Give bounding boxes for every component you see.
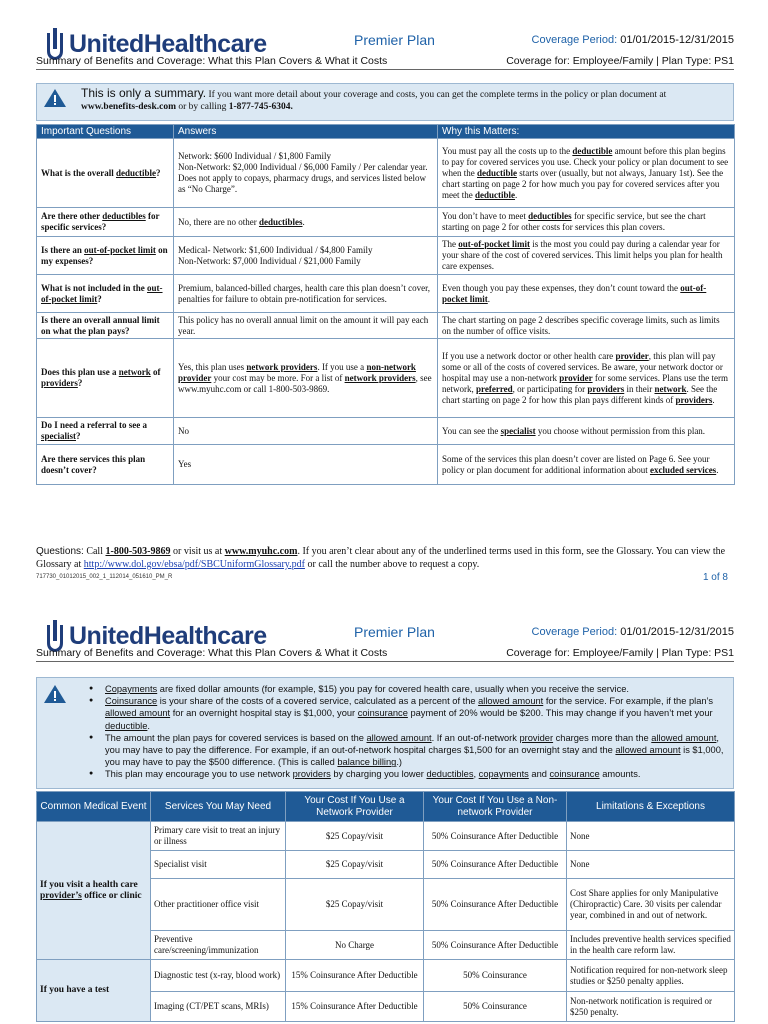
table-row: [37, 237, 735, 275]
why-cell: The out-of-pocket limit is the most you could pay during a calendar year for your share of the cost of covered services. This limit helps you plan for health care expenses.: [438, 237, 735, 275]
document-code: 717730_01012015_002_1_112014_051610_PM_R: [36, 574, 173, 580]
table-row: [37, 208, 735, 237]
coverage-period-value: 01/01/2015-12/31/2015: [620, 34, 734, 46]
footer-text-a: . If you aren’t clear about any of the underlined terms used in this form, see the Glossary. You can view the Glossary at: [36, 546, 726, 570]
network-cost-cell: 15% Coinsurance After Deductible: [286, 960, 424, 992]
network-cost-cell: $25 Copay/visit: [286, 851, 424, 879]
summary-phone: 1-877-745-6304.: [228, 102, 293, 112]
footer-phone: 1-800-503-9869: [105, 546, 171, 557]
service-cell: Imaging (CT/PET scans, MRIs): [151, 992, 286, 1022]
cost-terms-notice: [36, 677, 734, 789]
table-row: [37, 418, 735, 445]
list-item: ● The amount the plan pays for covered services is based on the allowed amount. If an out-of-network provider charges more than the allowed amount, you may have to pay the difference. For example, if an out-of-network hospital charges $1,500 for an overnight stay and the allowed amount is $1,000, you may have to pay the $500 difference. (This is called balance billing.): [105, 732, 725, 769]
list-item: ● Copayments are fixed dollar amounts (for example, $15) you pay for covered health care, usually when you receive the service.: [105, 683, 725, 695]
summary-notice: [36, 83, 734, 121]
myuhc-link[interactable]: www.myuhc.com: [224, 546, 298, 557]
why-cell: You can see the specialist you choose without permission from this plan.: [438, 418, 735, 445]
non-network-cost-cell: 50% Coinsurance After Deductible: [424, 851, 567, 879]
answer-cell: No: [174, 418, 438, 445]
coverage-period-label: Coverage Period:: [531, 34, 618, 46]
why-cell: The chart starting on page 2 describes specific coverage limits, such as limits on the number of office visits.: [438, 313, 735, 339]
table-row: [37, 339, 735, 418]
network-cost-cell: No Charge: [286, 931, 424, 960]
answer-cell: Yes: [174, 445, 438, 485]
table-header-row: [37, 792, 735, 822]
why-cell: Even though you pay these expenses, they don’t count toward the out-of-pocket limit.: [438, 275, 735, 313]
plan-name: Premier Plan: [354, 32, 435, 48]
summary-notice-text: [81, 87, 725, 113]
non-network-cost-cell: 50% Coinsurance After Deductible: [424, 822, 567, 851]
list-item: ● This plan may encourage you to use network providers by charging you lower deductibles, copayments and coinsurance amounts.: [105, 768, 725, 780]
network-cost-cell: $25 Copay/visit: [286, 822, 424, 851]
table-row: [37, 960, 735, 992]
service-cell: Other practitioner office visit: [151, 879, 286, 931]
answer-cell: Yes, this plan uses network providers. If you use a non-network provider your cost may be more. For a list of network providers, see www.myuhc.com or call 1-800-503-9869.: [174, 339, 438, 418]
question-cell: What is not included in the out-of-pocket limit?: [37, 275, 174, 313]
coverage-period: [532, 626, 734, 638]
warning-icon: [43, 88, 67, 108]
logo-text: UnitedHealthcare: [69, 621, 267, 650]
col-limitations: Limitations & Exceptions: [567, 792, 735, 822]
question-cell: Are there other deductibles for specific services?: [37, 208, 174, 237]
header-rule: [36, 661, 734, 662]
col-why-matters: Why this Matters:: [438, 125, 735, 139]
limitations-cell: None: [567, 822, 735, 851]
limitations-cell: None: [567, 851, 735, 879]
plan-name: Premier Plan: [354, 624, 435, 640]
table-row: [37, 445, 735, 485]
call-text: Call: [86, 546, 103, 557]
coverage-period-value: 01/01/2015-12/31/2015: [620, 626, 734, 638]
sbc-title: Summary of Benefits and Coverage: What this Plan Covers & What it Costs: [36, 647, 388, 659]
service-cell: Primary care visit to treat an injury or illness: [151, 822, 286, 851]
col-network-cost: Your Cost If You Use a Network Provider: [286, 792, 424, 822]
non-network-cost-cell: 50% Coinsurance After Deductible: [424, 879, 567, 931]
event-cell-provider-visit: If you visit a health care provider’s office or clinic: [37, 822, 151, 960]
answer-cell: Network: $600 Individual / $1,800 Family Non-Network: $2,000 Individual / $6,000 Family / Per calendar year. Does not apply to copays, pharmacy drugs, and services listed below as “No Charge”.: [174, 139, 438, 208]
why-cell: If you use a network doctor or other health care provider, this plan will pay some or all of the costs of covered services. Be aware, your network doctor or hospital may use a non-network provider for some services. Plans use the term network, preferred, or participating for providers in their network. See the chart starting on page 2 for how this plan pays different kinds of providers.: [438, 339, 735, 418]
event-cell-test: If you have a test: [37, 960, 151, 1022]
col-non-network-cost: Your Cost If You Use a Non-network Provider: [424, 792, 567, 822]
benefits-desk-link[interactable]: www.benefits-desk.com: [81, 102, 176, 112]
why-cell: You must pay all the costs up to the deductible amount before this plan begins to pay for covered services you use. Check your policy or plan document to see when the deductible starts over (usually, but not always, January 1st). See the chart starting on page 2 for how much you pay for covered services after you meet the deductible.: [438, 139, 735, 208]
non-network-cost-cell: 50% Coinsurance: [424, 992, 567, 1022]
answer-cell: Medical- Network: $1,600 Individual / $4,800 Family Non-Network: $7,000 Individual / $21,000 Family: [174, 237, 438, 275]
important-questions-table: [36, 124, 735, 485]
coverage-period: [532, 34, 734, 46]
question-cell: Are there services this plan doesn’t cover?: [37, 445, 174, 485]
question-cell: Does this plan use a network of providers?: [37, 339, 174, 418]
limitations-cell: Includes preventive health services specified in the health care reform law.: [567, 931, 735, 960]
warning-icon: [43, 684, 67, 704]
coverage-for: Coverage for: Employee/Family | Plan Type: PS1: [506, 55, 734, 67]
col-important-questions: Important Questions: [37, 125, 174, 139]
table-row: [37, 313, 735, 339]
network-cost-cell: $25 Copay/visit: [286, 879, 424, 931]
answer-cell: This policy has no overall annual limit on the amount it will pay each year.: [174, 313, 438, 339]
col-services: Services You May Need: [151, 792, 286, 822]
limitations-cell: Non-network notification is required or $250 penalty.: [567, 992, 735, 1022]
or-calling-text: or by calling: [178, 102, 227, 112]
coverage-for: Coverage for: Employee/Family | Plan Type: PS1: [506, 647, 734, 659]
col-common-medical-event: Common Medical Event: [37, 792, 151, 822]
question-cell: Is there an out-of-pocket limit on my expenses?: [37, 237, 174, 275]
page-number: 1 of 8: [702, 572, 728, 583]
answer-cell: Premium, balanced-billed charges, health care this plan doesn’t cover, penalties for failure to obtain pre-notification for services.: [174, 275, 438, 313]
questions-label: Questions:: [36, 546, 84, 557]
glossary-link[interactable]: http://www.dol.gov/ebsa/pdf/SBCUniformGlossary.pdf: [83, 559, 305, 570]
or-visit-text: or visit us at: [172, 546, 223, 557]
summary-text: If you want more detail about your coverage and costs, you can get the complete terms in the policy or plan document at: [208, 90, 667, 100]
answer-cell: No, there are no other deductibles.: [174, 208, 438, 237]
header-rule: [36, 69, 734, 70]
sbc-title: Summary of Benefits and Coverage: What this Plan Covers & What it Costs: [36, 55, 388, 67]
limitations-cell: Cost Share applies for only Manipulative (Chiropractic) Care. 30 visits per calendar year, combined in and out of network.: [567, 879, 735, 931]
cost-terms-list: [105, 683, 725, 781]
col-answers: Answers: [174, 125, 438, 139]
footer-questions: [36, 545, 734, 571]
question-cell: Do I need a referral to see a specialist?: [37, 418, 174, 445]
list-item: ● Coinsurance is your share of the costs of a covered service, calculated as a percent of the allowed amount for the service. For example, if the plan’s allowed amount for an overnight hospital stay is $1,000, your coinsurance payment of 20% would be $200. This may change if you haven’t met your deductible.: [105, 695, 725, 732]
why-cell: Some of the services this plan doesn’t cover are listed on Page 6. See your policy or plan document for additional information about excluded services.: [438, 445, 735, 485]
service-cell: Specialist visit: [151, 851, 286, 879]
table-row: [37, 822, 735, 851]
non-network-cost-cell: 50% Coinsurance: [424, 960, 567, 992]
logo-text: UnitedHealthcare: [69, 29, 267, 58]
why-cell: You don’t have to meet deductibles for specific service, but see the chart starting on page 2 for other costs for services this plan covers.: [438, 208, 735, 237]
limitations-cell: Notification required for non-network sleep studies or $250 penalty applies.: [567, 960, 735, 992]
service-cell: Diagnostic test (x-ray, blood work): [151, 960, 286, 992]
table-header-row: [37, 125, 735, 139]
table-row: [37, 275, 735, 313]
table-row: [37, 139, 735, 208]
service-cell: Preventive care/screening/immunization: [151, 931, 286, 960]
question-cell: Is there an overall annual limit on what the plan pays?: [37, 313, 174, 339]
medical-events-table: [36, 791, 735, 1022]
question-cell: What is the overall deductible?: [37, 139, 174, 208]
non-network-cost-cell: 50% Coinsurance After Deductible: [424, 931, 567, 960]
footer-text-b: or call the number above to request a copy.: [307, 559, 480, 570]
summary-lead: This is only a summary.: [81, 86, 207, 100]
network-cost-cell: 15% Coinsurance After Deductible: [286, 992, 424, 1022]
coverage-period-label: Coverage Period:: [531, 626, 618, 638]
